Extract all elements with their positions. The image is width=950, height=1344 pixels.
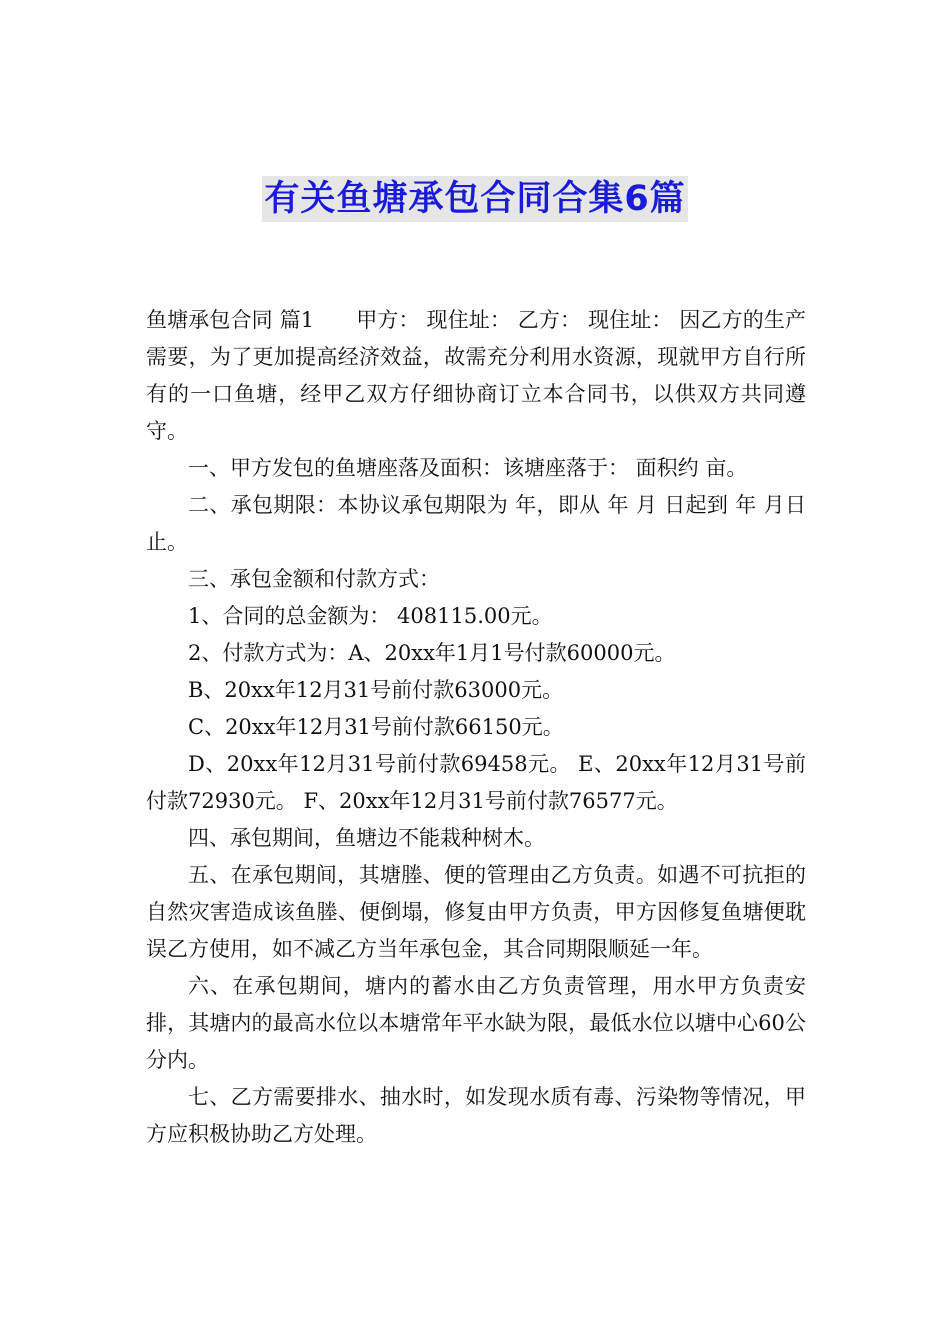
clause-6-water-level: 六、在承包期间，塘内的蓄水由乙方负责管理，用水甲方负责安排，其塘内的最高水位以本塘常年平水缺为限，最低水位以塘中心60公分内。	[146, 974, 806, 1072]
clause-1-location: 一、甲方发包的鱼塘座落及面积：该塘座落于： 面积约 亩。	[188, 456, 748, 480]
clause-3-payment-c: C、20xx年12月31号前付款66150元。	[188, 715, 564, 739]
clause-3-payment-heading: 三、承包金额和付款方式：	[188, 567, 440, 591]
document-title: 有关鱼塘承包合同合集6篇	[262, 176, 687, 222]
clause-5-maintenance: 五、在承包期间，其塘塍、便的管理由乙方负责。如遇不可抗拒的自然灾害造成该鱼塍、便倒塌，修复由甲方负责，甲方因修复鱼塘便耽误乙方使用，如不减乙方当年承包金，其合同期限顺延一年。	[146, 863, 806, 961]
clause-7-drainage: 七、乙方需要排水、抽水时，如发现水质有毒、污染物等情况，甲方应积极协助乙方处理。	[146, 1085, 806, 1146]
clause-2-term: 二、承包期限：本协议承包期限为 年，即从 年 月 日起到 年 月日止。	[146, 493, 806, 554]
clause-3-payment-a: 2、付款方式为：A、20xx年1月1号付款60000元。	[188, 641, 676, 665]
clause-3-total-amount: 1、合同的总金额为： 408115.00元。	[188, 604, 553, 628]
clause-4-no-trees: 四、承包期间，鱼塘边不能栽种树木。	[188, 826, 545, 850]
intro-paragraph	[146, 302, 806, 450]
document-body	[146, 302, 806, 1153]
contract-heading: 鱼塘承包合同 篇1	[146, 308, 315, 332]
title-container	[0, 176, 950, 222]
intro-text: 甲方： 现住址： 乙方： 现住址： 因乙方的生产需要，为了更加提高经济效益，故需充分利用水资源，现就甲方自行所有的一口鱼塘，经甲乙双方仔细协商订立本合同书，以供双方共同遵守。	[146, 308, 806, 443]
clause-3-payment-d-f: D、20xx年12月31号前付款69458元。 E、20xx年12月31号前付款72930元。 F、20xx年12月31号前付款76577元。	[146, 752, 806, 813]
clause-3-payment-b: B、20xx年12月31号前付款63000元。	[188, 678, 564, 702]
